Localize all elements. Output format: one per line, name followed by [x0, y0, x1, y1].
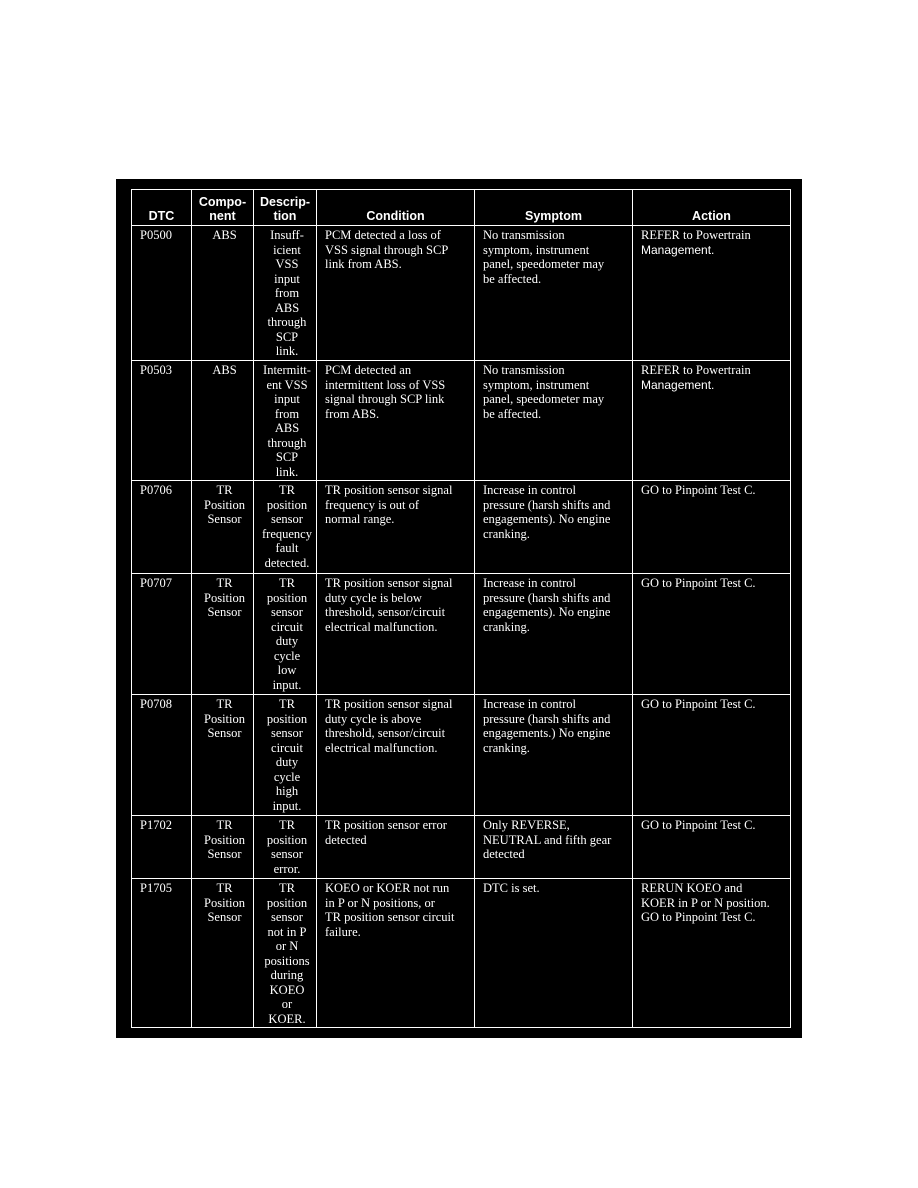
cell-description-line: input. — [272, 798, 302, 813]
cell-action — [633, 481, 791, 574]
cell-condition-line: TR position sensor error — [325, 818, 447, 832]
cell-symptom — [475, 879, 633, 1028]
cell-description-line: ent VSS — [266, 377, 308, 392]
cell-symptom-line: Increase in control — [483, 697, 577, 711]
cell-action-line: Management. — [641, 242, 715, 257]
cell-component — [192, 226, 254, 361]
cell-description-line: through — [267, 435, 307, 450]
cell-condition — [317, 574, 475, 695]
cell-dtc-text: P1705 — [140, 881, 172, 895]
cell-description-line: input. — [272, 677, 302, 692]
table-row — [132, 695, 791, 816]
cell-action — [633, 574, 791, 695]
cell-condition — [317, 816, 475, 879]
cell-symptom — [475, 574, 633, 695]
cell-condition — [317, 361, 475, 481]
cell-description-line: cycle — [273, 648, 301, 663]
cell-symptom-line: engagements). No engine — [483, 605, 611, 619]
cell-dtc — [132, 361, 192, 481]
cell-description-line: TR — [279, 483, 295, 497]
cell-dtc — [132, 879, 192, 1028]
cell-description-line: sensor — [271, 910, 303, 924]
cell-dtc-text: P1702 — [140, 818, 172, 832]
cell-description-line: Insuff- — [270, 228, 304, 242]
table-row — [132, 574, 791, 695]
cell-description-line: link. — [275, 464, 299, 479]
cell-condition-line: VSS signal through SCP — [325, 242, 449, 257]
cell-symptom-line: Increase in control — [483, 483, 577, 497]
cell-action — [633, 879, 791, 1028]
cell-component — [192, 574, 254, 695]
cell-condition-line: from ABS. — [325, 406, 380, 421]
cell-component-line: ABS — [212, 228, 237, 242]
cell-action — [633, 226, 791, 361]
cell-symptom-line: DTC is set. — [483, 881, 540, 895]
cell-condition-line: failure. — [325, 924, 361, 939]
cell-description-line: circuit — [271, 619, 303, 634]
cell-symptom-line: symptom, instrument — [483, 242, 590, 257]
cell-description-line: position — [266, 895, 308, 910]
cell-description-line: sensor — [271, 605, 303, 619]
cell-description-line: or — [281, 997, 293, 1011]
cell-symptom-line: be affected. — [483, 271, 542, 286]
cell-description-line: position — [266, 832, 308, 847]
cell-condition — [317, 695, 475, 816]
cell-action-line: GO to Pinpoint Test C. — [641, 697, 756, 711]
cell-description-line: during — [270, 968, 304, 982]
cell-description-line: error. — [273, 861, 301, 876]
cell-condition-line: threshold, sensor/circuit — [325, 726, 446, 740]
table-body — [132, 226, 791, 1028]
cell-symptom-line: pressure (harsh shifts and — [483, 497, 611, 512]
cell-condition-line: link from ABS. — [325, 257, 402, 271]
cell-component-line: TR — [216, 576, 233, 590]
cell-component-line: ABS — [212, 363, 237, 377]
cell-action-line: REFER to Powertrain — [641, 363, 751, 377]
cell-condition — [317, 226, 475, 361]
table-row — [132, 879, 791, 1028]
cell-condition-line: electrical malfunction. — [325, 740, 438, 755]
cell-description-line: TR — [279, 881, 295, 895]
cell-description-line: or N — [275, 939, 299, 953]
table-row — [132, 361, 791, 481]
cell-dtc-text: P0706 — [140, 483, 172, 497]
cell-description-line: through — [267, 315, 307, 329]
cell-description-line: high — [275, 784, 299, 798]
cell-symptom-line: be affected. — [483, 406, 542, 421]
cell-symptom-line: panel, speedometer may — [483, 257, 605, 271]
cell-description-line: KOER. — [268, 1011, 306, 1026]
cell-description-line: from — [274, 286, 300, 300]
cell-component — [192, 481, 254, 574]
cell-symptom-line: engagements). No engine — [483, 512, 611, 526]
cell-condition-line: electrical malfunction. — [325, 619, 438, 634]
cell-description-line: cycle — [273, 769, 301, 784]
cell-description-line: SCP — [275, 329, 299, 344]
cell-component-line: Sensor — [207, 512, 242, 526]
cell-component-line: Position — [204, 832, 245, 847]
cell-description-line: KOEO — [269, 982, 305, 997]
cell-condition-line: frequency is out of — [325, 497, 420, 512]
cell-dtc-text: P0708 — [140, 697, 172, 711]
cell-description-line: low — [277, 663, 297, 677]
cell-component-line: TR — [216, 483, 233, 497]
cell-symptom-line: NEUTRAL and fifth gear — [483, 832, 612, 847]
cell-description — [254, 695, 317, 816]
cell-condition-line: TR position sensor signal — [325, 697, 453, 711]
cell-description-line: SCP — [275, 450, 299, 464]
cell-action — [633, 695, 791, 816]
cell-component-line: Sensor — [207, 726, 242, 740]
cell-description-line: position — [266, 711, 308, 726]
cell-description-line: sensor — [271, 512, 303, 526]
cell-description-line: frequency — [262, 526, 312, 541]
cell-description-line: Intermitt- — [263, 363, 311, 377]
cell-description-line: not in P — [267, 924, 307, 939]
cell-description-line: link. — [275, 344, 299, 358]
cell-condition-line: duty cycle is below — [325, 590, 422, 605]
cell-dtc-text: P0707 — [140, 576, 172, 590]
cell-dtc — [132, 695, 192, 816]
cell-symptom-line: cranking. — [483, 740, 530, 755]
cell-condition-line: intermittent loss of VSS — [325, 377, 446, 392]
cell-component — [192, 695, 254, 816]
cell-description — [254, 574, 317, 695]
cell-action — [633, 816, 791, 879]
cell-description — [254, 481, 317, 574]
cell-condition-line: PCM detected an — [325, 363, 412, 377]
cell-symptom — [475, 816, 633, 879]
table-row — [132, 816, 791, 879]
cell-action-line: GO to Pinpoint Test C. — [641, 576, 756, 590]
cell-condition — [317, 481, 475, 574]
cell-description-line: TR — [279, 818, 295, 832]
cell-symptom-line: No transmission — [483, 363, 565, 377]
cell-component-line: Position — [204, 711, 245, 726]
cell-description-line: ABS — [274, 421, 300, 435]
cell-condition-line: PCM detected a loss of — [325, 228, 441, 242]
cell-symptom — [475, 361, 633, 481]
cell-condition — [317, 879, 475, 1028]
cell-action-line: GO to Pinpoint Test C. — [641, 910, 756, 924]
cell-component — [192, 879, 254, 1028]
cell-condition-line: duty cycle is above — [325, 711, 422, 726]
cell-description-line: position — [266, 497, 308, 512]
cell-component-line: Position — [204, 497, 245, 512]
dtc-table — [131, 189, 791, 1028]
cell-action-line: GO to Pinpoint Test C. — [641, 483, 756, 497]
cell-symptom-line: cranking. — [483, 526, 530, 541]
cell-action-line: GO to Pinpoint Test C. — [641, 818, 756, 832]
cell-condition-line: TR position sensor signal — [325, 576, 453, 590]
cell-dtc-text: P0500 — [140, 228, 172, 242]
header-description: Descrip- tion — [254, 190, 317, 226]
cell-condition-line: TR position sensor signal — [325, 483, 453, 497]
cell-description-line: position — [266, 590, 308, 605]
cell-condition-line: in P or N positions, or — [325, 895, 435, 910]
cell-component — [192, 361, 254, 481]
cell-condition-line: threshold, sensor/circuit — [325, 605, 446, 619]
cell-description-line: sensor — [271, 726, 303, 740]
cell-description-line: fault — [275, 541, 299, 555]
cell-component — [192, 816, 254, 879]
header-dtc: DTC — [132, 190, 192, 226]
header-action: Action — [633, 190, 791, 226]
cell-description-line: TR — [279, 697, 295, 711]
cell-component-line: TR — [216, 881, 233, 895]
cell-description-line: positions — [264, 953, 310, 968]
cell-dtc — [132, 574, 192, 695]
cell-symptom-line: detected — [483, 847, 525, 861]
cell-condition-line: TR position sensor circuit — [325, 910, 455, 924]
cell-symptom-line: Increase in control — [483, 576, 577, 590]
cell-description-line: duty — [275, 634, 299, 648]
cell-symptom-line: pressure (harsh shifts and — [483, 590, 611, 605]
cell-symptom — [475, 226, 633, 361]
cell-description-line: input — [274, 392, 300, 406]
cell-symptom-line: panel, speedometer may — [483, 392, 605, 406]
cell-symptom-line: No transmission — [483, 228, 565, 242]
cell-description — [254, 226, 317, 361]
cell-description-line: VSS — [275, 257, 299, 271]
header-row — [132, 190, 791, 226]
cell-condition-line: detected — [325, 832, 367, 847]
cell-action-line: REFER to Powertrain — [641, 228, 751, 242]
cell-description — [254, 816, 317, 879]
cell-description-line: detected. — [264, 555, 310, 570]
cell-dtc — [132, 226, 192, 361]
cell-description-line: input — [274, 271, 300, 286]
cell-description-line: from — [274, 406, 300, 421]
table-row — [132, 226, 791, 361]
cell-condition-line: signal through SCP link — [325, 392, 445, 406]
cell-description-line: TR — [279, 576, 295, 590]
header-condition: Condition — [317, 190, 475, 226]
cell-condition-line: normal range. — [325, 512, 395, 526]
cell-description — [254, 361, 317, 481]
cell-description-line: ABS — [274, 300, 300, 315]
cell-symptom-line: pressure (harsh shifts and — [483, 711, 611, 726]
header-symptom: Symptom — [475, 190, 633, 226]
header-component: Compo- nent — [192, 190, 254, 226]
cell-dtc — [132, 481, 192, 574]
cell-action-line: RERUN KOEO and — [641, 881, 743, 895]
cell-component-line: TR — [216, 697, 233, 711]
cell-dtc — [132, 816, 192, 879]
cell-action-line: KOER in P or N position. — [641, 895, 770, 910]
cell-symptom-line: cranking. — [483, 619, 530, 634]
cell-component-line: TR — [216, 818, 233, 832]
cell-description-line: circuit — [271, 740, 303, 755]
cell-description-line: duty — [275, 755, 299, 769]
cell-symptom-line: Only REVERSE, — [483, 818, 570, 832]
cell-dtc-text: P0503 — [140, 363, 172, 377]
cell-symptom — [475, 695, 633, 816]
cell-component-line: Position — [204, 895, 245, 910]
cell-symptom-line: symptom, instrument — [483, 377, 590, 392]
cell-symptom-line: engagements.) No engine — [483, 726, 611, 740]
cell-component-line: Position — [204, 590, 245, 605]
cell-symptom — [475, 481, 633, 574]
cell-description — [254, 879, 317, 1028]
cell-action — [633, 361, 791, 481]
cell-component-line: Sensor — [207, 847, 242, 861]
cell-action-line: Management. — [641, 377, 715, 392]
cell-description-line: icient — [273, 242, 301, 257]
cell-condition-line: KOEO or KOER not run — [325, 881, 450, 895]
cell-component-line: Sensor — [207, 605, 242, 619]
cell-description-line: sensor — [271, 847, 303, 861]
cell-component-line: Sensor — [207, 910, 242, 924]
table-row — [132, 481, 791, 574]
